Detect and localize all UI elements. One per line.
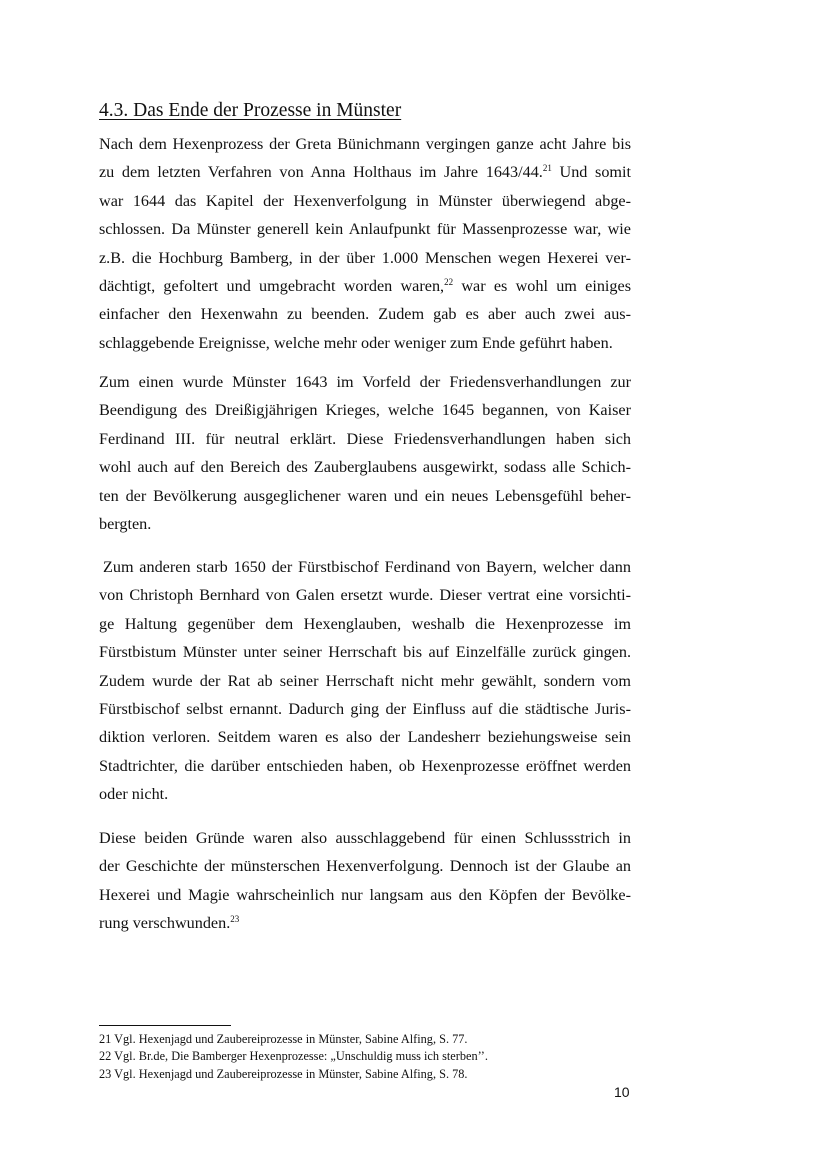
line-text: ten der Bevölkerung ausgeglichener waren und ein neues Lebensgefühl beher- [99,486,631,505]
paragraph-line [99,780,631,808]
paragraph-2 [99,368,631,538]
paragraph-line [99,553,631,581]
line-text: einfacher den Hexenwahn zu beenden. Zudem gab es aber auch zwei aus- [99,305,631,324]
line-text: Diese beiden Gründe waren also ausschlaggebend für einen Schlussstrich in [99,829,631,847]
footnote-22: 22 Vgl. Br.de, Die Bamberger Hexenprozesse: „Unschuldig muss ich sterben’’. [99,1049,488,1064]
line-text: Nach dem Hexenprozess der Greta Bünichmann vergingen ganze acht Jahre bis [99,135,631,153]
line-text: schlossen. Da Münster generell kein Anlaufpunkt für Massenprozesse war, wie [99,220,631,239]
line-text: der Geschichte der münsterschen Hexenverfolgung. Dennoch ist der Glaube an [99,857,631,876]
paragraph-line [99,610,631,638]
paragraph-line [99,510,631,538]
paragraph-line [99,752,631,780]
paragraph-4 [99,824,631,938]
paragraph-line [99,482,631,510]
line-text: Fürstbistum Münster unter seiner Herrschaft bis auf Einzelfälle zurück gingen. [99,643,631,662]
paragraph-line [99,396,631,424]
line-text: rung verschwunden. [99,914,231,933]
line-text: wohl auch auf den Bereich des Zauberglaubens ausgewirkt, sodass alle Schich- [99,458,631,477]
line-text: Zudem wurde der Rat ab seiner Herrschaft nicht mehr gewählt, sondern vom [99,671,631,690]
paragraph-line [99,368,631,396]
line-text: z.B. die Hochburg Bamberg, in der über 1.000 Menschen wegen Hexerei ver- [99,248,631,267]
line-text: Und somit [551,163,632,182]
line-text: Zum einen wurde Münster 1643 im Vorfeld der Friedensverhandlungen zur [99,373,631,391]
paragraph-line [99,425,631,453]
footnote-reference: 21 [542,163,552,174]
paragraph-line [99,824,631,852]
page-number: 10 [614,1084,630,1100]
line-text: diktion verloren. Seitdem waren es also der Landesherr beziehungsweise sein [99,728,631,747]
paragraph-line [99,881,631,909]
line-text: oder nicht. [99,785,169,804]
line-text: Beendigung des Dreißigjährigen Krieges, welche 1645 begannen, von Kaiser [99,401,631,420]
paragraph-line [99,695,631,723]
footnote-21: 21 Vgl. Hexenjagd und Zaubereiprozesse in Münster, Sabine Alfing, S. 77. [99,1032,468,1046]
paragraph-line [99,581,631,609]
line-text: Zum anderen starb 1650 der Fürstbischof Ferdinand von Bayern, welcher dann [103,558,631,576]
paragraph-line [99,244,631,272]
line-text: war es wohl um einiges [453,276,631,295]
paragraph-line [99,453,631,481]
paragraph-line [99,723,631,751]
section-heading: 4.3. Das Ende der Prozesse in Münster [99,100,402,121]
paragraph-line [99,130,631,158]
paragraph-line [99,300,631,328]
footnote-23: 23 Vgl. Hexenjagd und Zaubereiprozesse in Münster, Sabine Alfing, S. 78. [99,1066,468,1081]
paragraph-1 [99,130,631,357]
paragraph-line [99,187,631,215]
line-text: Ferdinand III. für neutral erklärt. Diese Friedensverhandlungen haben sich [99,429,631,448]
line-text: bergten. [99,514,152,533]
paragraph-line [99,638,631,666]
line-text: dächtigt, gefoltert und umgebracht worden waren, [99,276,445,295]
paragraph-line [99,215,631,243]
paragraph-3 [99,553,631,809]
footnote-reference: 23 [230,914,240,925]
line-text: Fürstbischof selbst ernannt. Dadurch ging der Einfluss auf die städtische Juris- [99,699,631,718]
line-text: von Christoph Bernhard von Galen ersetzt wurde. Dieser vertrat eine vorsichti- [99,586,631,605]
line-text: zu dem letzten Verfahren von Anna Holthaus im Jahre 1643/44. [99,163,543,182]
paragraph-line [99,667,631,695]
paragraph-line [99,158,631,186]
line-text: Stadtrichter, die darüber entschieden haben, ob Hexenprozesse eröffnet werden [99,756,631,775]
footnote-reference: 22 [444,276,454,287]
line-text: schlaggebende Ereignisse, welche mehr oder weniger zum Ende geführt haben. [99,333,613,352]
line-text: ge Haltung gegenüber dem Hexenglauben, weshalb die Hexenprozesse im [99,614,631,633]
paragraph-line [99,329,631,357]
line-text: Hexerei und Magie wahrscheinlich nur langsam aus den Köpfen der Bevölke- [99,885,631,904]
line-text: war 1644 das Kapitel der Hexenverfolgung in Münster überwiegend abge- [99,191,631,210]
footnote-separator [99,1025,231,1026]
paragraph-line [99,852,631,880]
paragraph-line [99,272,631,300]
footnotes [99,1031,488,1083]
paragraph-line [99,909,631,937]
